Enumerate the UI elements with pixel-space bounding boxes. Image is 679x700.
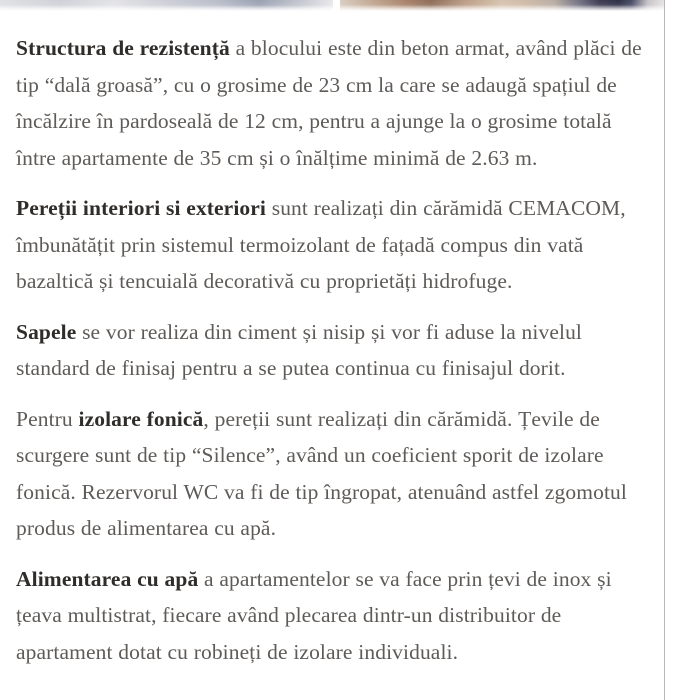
paragraph-lead-alimentarea-cu-apa: Alimentarea cu apă [16,566,199,591]
paragraph-lead-izolare-fonica: izolare fonică [78,406,204,431]
paragraph-text-structura-de-rezistenta: a blocului este din beton armat, având plăci de tip “dală groasă”, cu o grosime de 23 cm la care se adaugă spațiul de încălzire în pardoseală de 12 cm, pentru a ajunge la o grosime totală între apartamente de 35 cm și o înălțime minimă de 2.63 m. [16,36,642,170]
gallery-image-strip [0,0,679,11]
paragraph-sapele [16,314,642,387]
paragraph-izolare-fonica [16,401,642,547]
paragraph-lead-pereti-interiori-si-exteriori: Pereții interiori si exteriori [16,196,267,220]
content-column-divider [664,0,665,700]
paragraph-text-alimentarea-cu-apa: a apartamentelor se va face prin țevi de inox și țeava multistrat, fiecare având plecarea dintr-un distribuitor de apartament dotat cu robineți de izolare individuali. [16,566,612,664]
paragraph-text-pereti-interiori-si-exteriori: sunt realizați din cărămidă CEMACOM, îmbunătățit prin sistemul termoizolant de fațadă compus din vată bazaltică și tencuială decorativă cu proprietăți hidrofuge. [16,196,626,293]
paragraph-text-izolare-fonica: , pereții sunt realizați din cărămidă. Țevile de scurgere sunt de tip “Silence”, având un coeficient sporit de izolare fonică. Rezervorul WC va fi de tip îngropat, atenuând astfel zgomotul produs de alimentarea cu apă. [16,406,627,540]
paragraph-pereti-interiori-si-exteriori [16,190,642,300]
gallery-image-right[interactable] [340,0,664,11]
article-body [0,11,664,700]
paragraph-structura-de-rezistenta [16,30,642,176]
paragraph-alimentarea-cu-apa [16,561,642,671]
paragraph-text-sapele: se vor realiza din ciment și nisip și vor fi aduse la nivelul standard de finisaj pentru a se putea continua cu finisajul dorit. [16,319,583,380]
paragraph-lead-sapele: Sapele [16,319,77,344]
paragraph-lead-structura-de-rezistenta: Structura de rezistență [16,36,230,60]
paragraph-prefix-izolare-fonica: Pentru [16,406,79,431]
gallery-image-left[interactable] [0,0,333,11]
